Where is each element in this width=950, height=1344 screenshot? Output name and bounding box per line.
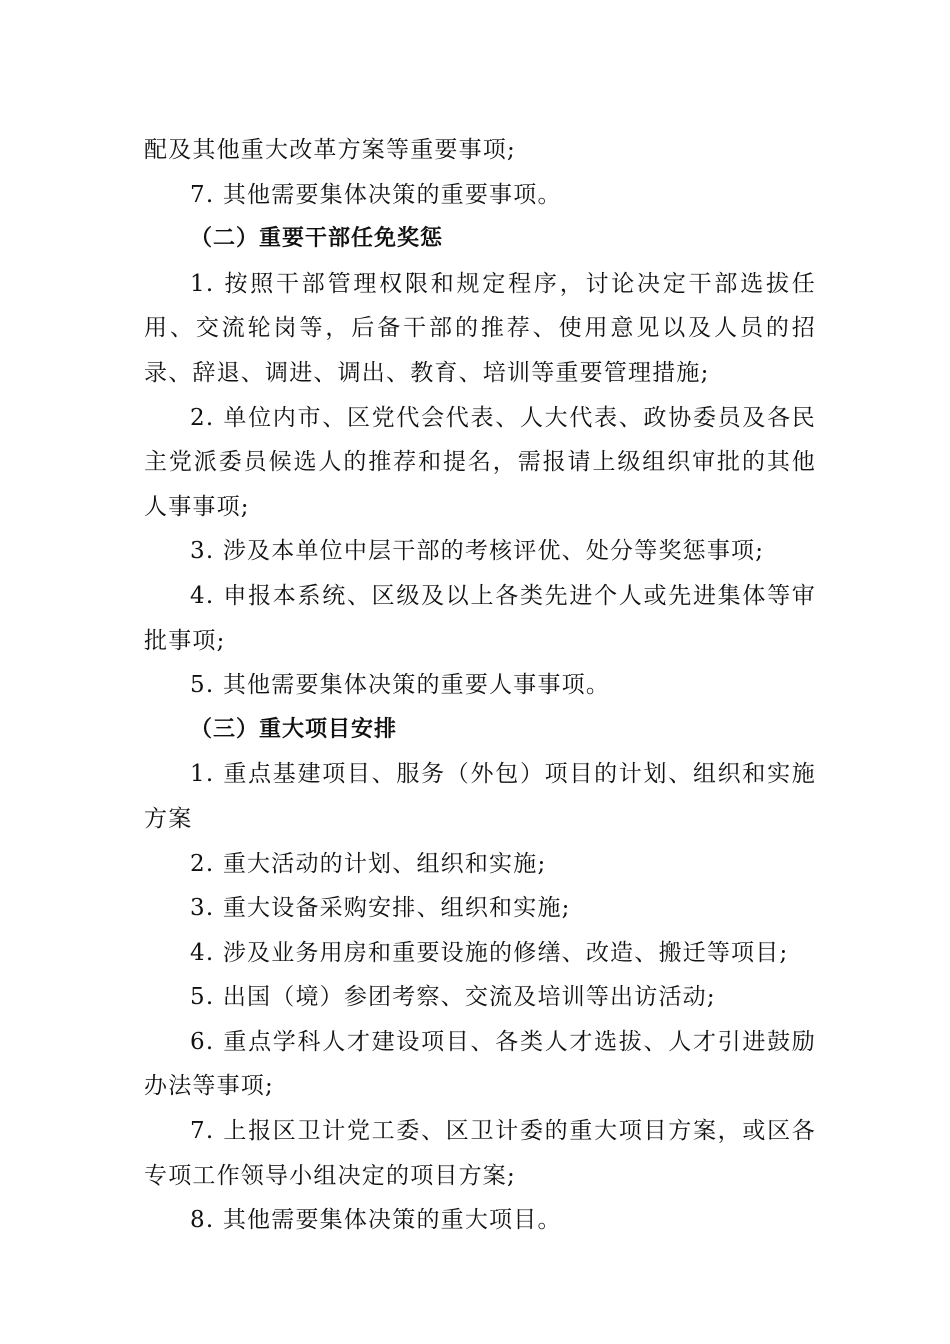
section-heading-cadre: （二）重要干部任免奖惩: [190, 226, 444, 252]
paragraph-item: 1. 按照干部管理权限和规定程序，讨论决定干部选拔任用、交流轮岗等，后备干部的推荐、使用意见以及人员的招录、辞退、调进、调出、教育、培训等重要管理措施;: [144, 270, 816, 386]
paragraph-item: 1. 重点基建项目、服务（外包）项目的计划、组织和实施方案: [144, 761, 816, 832]
document-body: [144, 128, 816, 1243]
paragraph-item: 7. 其他需要集体决策的重要事项。: [190, 181, 562, 208]
paragraph-continuation: 配及其他重大改革方案等重要事项;: [144, 137, 516, 163]
paragraph-item: 5. 出国（境）参团考察、交流及培训等出访活动;: [190, 984, 716, 1011]
paragraph-item: 5. 其他需要集体决策的重要人事事项。: [190, 672, 611, 699]
section-heading-projects: （三）重大项目安排: [190, 716, 398, 742]
paragraph-item: 2. 重大活动的计划、组织和实施;: [190, 850, 547, 877]
paragraph-item: 2. 单位内市、区党代会代表、人大代表、政协委员及各民主党派委员候选人的推荐和提名，需报请上级组织审批的其他人事事项;: [144, 404, 816, 520]
paragraph-item: 8. 其他需要集体决策的重大项目。: [190, 1207, 562, 1234]
paragraph-item: 3. 涉及本单位中层干部的考核评优、处分等奖惩事项;: [190, 538, 765, 565]
paragraph-item: 6. 重点学科人才建设项目、各类人才选拔、人才引进鼓励办法等事项;: [144, 1028, 816, 1100]
paragraph-item: 4. 涉及业务用房和重要设施的修缮、改造、搬迁等项目;: [190, 939, 789, 966]
paragraph-item: 7. 上报区卫计党工委、区卫计委的重大项目方案，或区各专项工作领导小组决定的项目方案;: [144, 1118, 816, 1189]
paragraph-item: 4. 申报本系统、区级及以上各类先进个人或先进集体等审批事项;: [144, 582, 816, 654]
paragraph-item: 3. 重大设备采购安排、组织和实施;: [190, 895, 571, 922]
